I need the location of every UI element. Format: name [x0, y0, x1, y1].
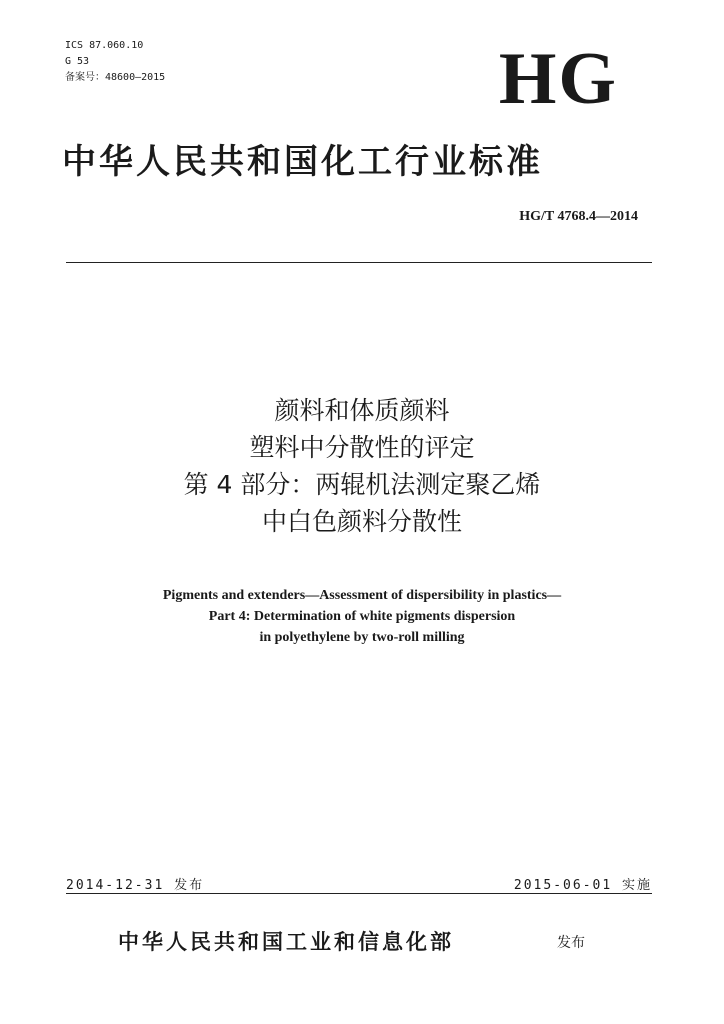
english-title-line-3: in polyethylene by two-roll milling [259, 630, 465, 645]
chinese-title-line-3: 第 4 部分：两辊机法测定聚乙烯 [183, 470, 541, 499]
english-title-line-1: Pigments and extenders—Assessment of dispersibility in plastics— [162, 588, 562, 603]
chinese-title-line-4: 中白色颜料分散性 [261, 507, 462, 536]
implementation-date: 2015-06-01 实施 [513, 878, 652, 893]
chinese-title-line-2: 塑料中分散性的评定 [249, 433, 475, 462]
document-meta [65, 38, 165, 86]
classification-code: G 53 [65, 56, 90, 67]
record-number: 备案号：48600—2015 [65, 72, 166, 83]
hg-logo: HG [498, 38, 618, 120]
ics-code: ICS 87.060.10 [65, 40, 144, 51]
footer-divider [66, 893, 652, 894]
standard-title: 中华人民共和国化工行业标准 [62, 142, 543, 182]
issue-date: 2014-12-31 发布 [66, 878, 205, 893]
chinese-title [0, 392, 724, 540]
standard-number: HG/T 4768.4—2014 [519, 209, 638, 224]
header-divider [66, 262, 652, 263]
chinese-title-line-1: 颜料和体质颜料 [274, 396, 450, 425]
english-title [0, 585, 724, 648]
english-title-line-2: Part 4: Determination of white pigments dispersion [208, 609, 516, 624]
issuing-authority-suffix: 发布 [557, 935, 585, 951]
issuing-authority: 中华人民共和国工业和信息化部 [118, 929, 454, 954]
